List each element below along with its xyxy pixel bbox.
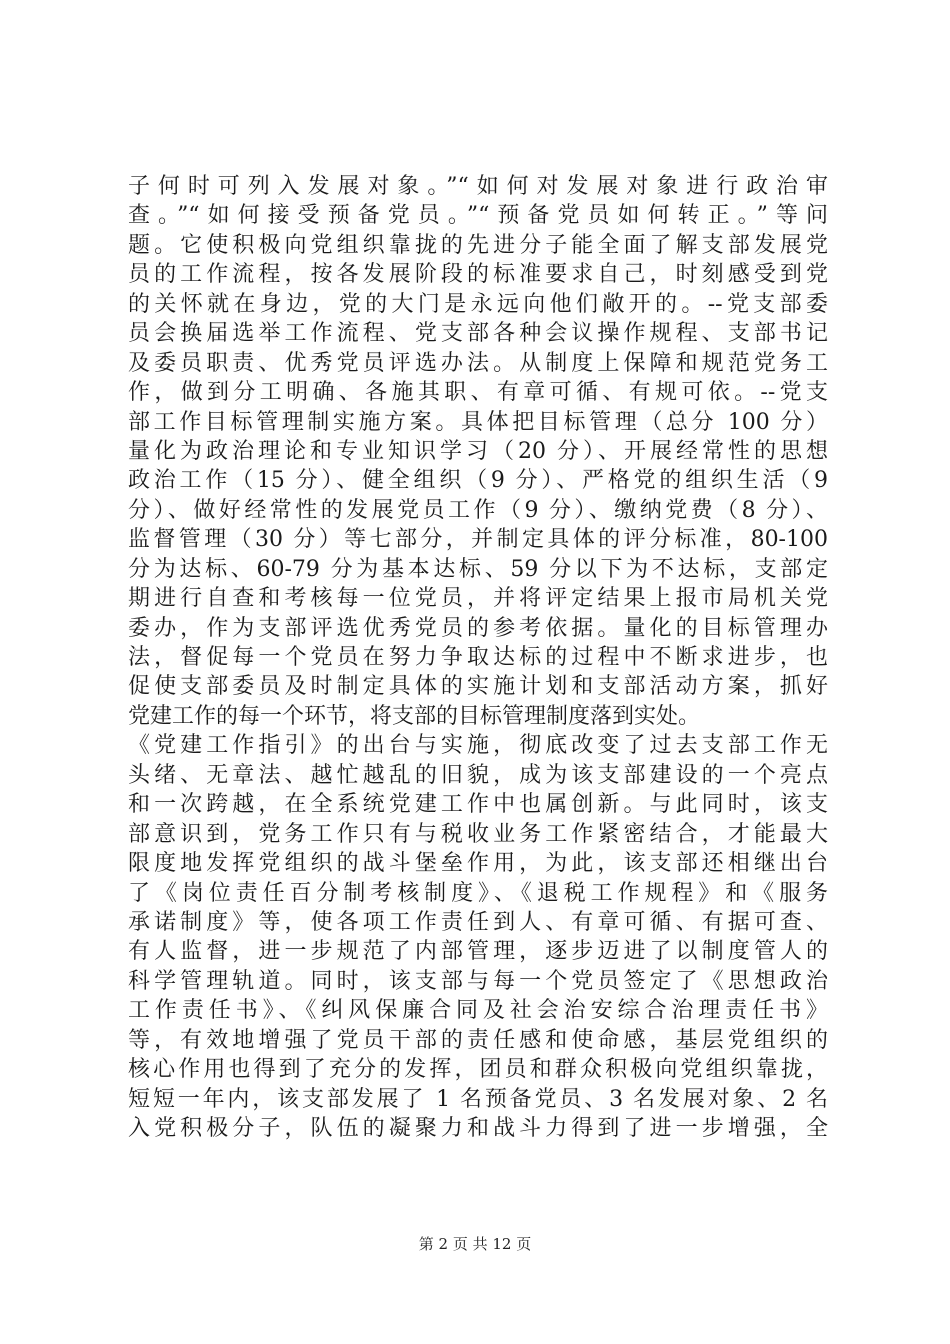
text-line: 促使支部委员及时制定具体的实施计划和支部活动方案，抓好	[128, 674, 828, 700]
text-line: 有人监督，进一步规范了内部管理，逐步迈进了以制度管人的	[128, 939, 828, 965]
text-line: 的关怀就在身边，党的大门是永远向他们敞开的。--党支部委	[128, 291, 828, 317]
text-line: 部工作目标管理制实施方案。具体把目标管理（总分 100 分）	[128, 409, 828, 435]
text-line: 员会换届选举工作流程、党支部各种会议操作规程、支部书记	[128, 321, 828, 347]
text-line: 部意识到，党务工作只有与税收业务工作紧密结合，才能最大	[128, 821, 828, 847]
text-line: 和一次跨越，在全系统党建工作中也属创新。与此同时，该支	[128, 792, 828, 818]
text-line: 期进行自查和考核每一位党员，并将评定结果上报市局机关党	[128, 586, 828, 612]
text-line: 承诺制度》等，使各项工作责任到人、有章可循、有据可查、	[128, 909, 828, 935]
text-line: 委办，作为支部评选优秀党员的参考依据。量化的目标管理办	[128, 615, 828, 641]
text-line: 分为达标、60-79 分为基本达标、59 分以下为不达标，支部定	[128, 556, 828, 582]
text-line: 限度地发挥党组织的战斗堡垒作用，为此，该支部还相继出台	[128, 851, 828, 877]
page-number-footer: 第 2 页 共 12 页	[418, 1235, 532, 1253]
text-line: 政治工作（15 分）、健全组织（9 分）、严格党的组织生活（9	[128, 468, 828, 494]
text-line: 头绪、无章法、越忙越乱的旧貌，成为该支部建设的一个亮点	[128, 762, 828, 788]
text-line: 题。它使积极向党组织靠拢的先进分子能全面了解支部发展党	[128, 232, 828, 258]
text-line: 等，有效地增强了党员干部的责任感和使命感，基层党组织的	[128, 1027, 828, 1053]
text-line: 量化为政治理论和专业知识学习（20 分）、开展经常性的思想	[128, 438, 828, 464]
text-line: 工作责任书》、《纠风保廉合同及社会治安综合治理责任书》	[128, 998, 828, 1024]
text-line: 短短一年内，该支部发展了 1 名预备党员、3 名发展对象、2 名	[128, 1086, 828, 1112]
text-line: 监督管理（30 分）等七部分，并制定具体的评分标准，80-100	[128, 527, 828, 553]
text-line: 查。”“如何接受预备党员。”“预备党员如何转正。”等问	[128, 203, 828, 229]
text-line: 入党积极分子，队伍的凝聚力和战斗力得到了进一步增强，全	[128, 1116, 828, 1141]
text-line: 党建工作的每一个环节，将支部的目标管理制度落到实处。	[128, 703, 701, 729]
text-line: 作，做到分工明确、各施其职、有章可循、有规可依。--党支	[128, 380, 828, 406]
text-line: 法，督促每一个党员在努力争取达标的过程中不断求进步，也	[128, 645, 828, 670]
text-line: 了《岗位责任百分制考核制度》、《退税工作规程》和《服务	[128, 880, 828, 906]
text-line: 分）、做好经常性的发展党员工作（9 分）、缴纳党费（8 分）、	[128, 497, 828, 523]
text-line: 子何时可列入发展对象。”“如何对发展对象进行政治审	[128, 174, 828, 199]
text-line: 科学管理轨道。同时，该支部与每一个党员签定了《思想政治	[128, 968, 828, 994]
text-line: 《党建工作指引》的出台与实施，彻底改变了过去支部工作无	[128, 733, 828, 759]
text-line: 核心作用也得到了充分的发挥，团员和群众积极向党组织靠拢，	[128, 1057, 828, 1083]
text-line: 员的工作流程，按各发展阶段的标准要求自己，时刻感受到党	[128, 262, 828, 288]
body-text	[128, 172, 828, 1143]
text-line: 及委员职责、优秀党员评选办法。从制度上保障和规范党务工	[128, 350, 828, 376]
